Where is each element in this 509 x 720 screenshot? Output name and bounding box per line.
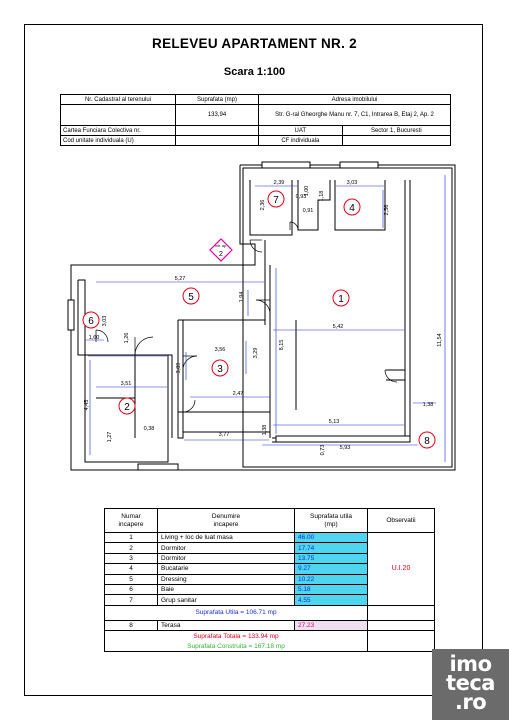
dim-label: 5,42 xyxy=(332,324,344,330)
imoteca-logo xyxy=(432,649,509,720)
room-nr: 1 xyxy=(105,533,158,543)
room-nr: 3 xyxy=(105,553,158,563)
dim-label: 2,39 xyxy=(273,180,285,186)
room-nr: 7 xyxy=(105,595,158,605)
dim-label: 8,15 xyxy=(279,339,285,351)
table-row xyxy=(105,620,435,630)
uat-label: UAT xyxy=(259,126,343,136)
room-name: Bucatarie xyxy=(158,564,295,574)
dim-label: 5,13 xyxy=(328,419,340,425)
dim-label: 1,26 xyxy=(124,332,130,344)
dim-label: 0,73 xyxy=(320,444,326,456)
obs-empty xyxy=(368,631,435,642)
room-number-1: 1 xyxy=(338,294,344,305)
page-title: RELEVEU APARTAMENT NR. 2 xyxy=(152,36,357,51)
room-number-5: 5 xyxy=(188,292,194,303)
room-area: 46.00 xyxy=(295,533,368,543)
suprafata-label: Suprafata (mp) xyxy=(176,95,259,105)
room-nr: 4 xyxy=(105,564,158,574)
dim-label: 3,03 xyxy=(346,180,358,186)
room-area: 17.74 xyxy=(295,543,368,553)
dim-label: 1,18 xyxy=(319,190,325,202)
table-row xyxy=(105,533,435,543)
room-area: 5.18 xyxy=(295,584,368,594)
entrance-label: Intr. ap. xyxy=(215,244,227,248)
dim-label: 2,47 xyxy=(232,391,244,397)
dim-label: 0,38 xyxy=(143,426,155,432)
adresa-label: Adresa imobilului xyxy=(259,95,451,105)
room-number-2: 2 xyxy=(124,402,130,413)
suprafata-construita: Suprafata Construita = 167.18 mp xyxy=(105,641,368,652)
col-obs-header: Observatii xyxy=(368,509,435,533)
dim-label: 2,36 xyxy=(260,199,266,211)
suprafata-value: 133,94 xyxy=(176,105,259,126)
room-number-7: 7 xyxy=(273,195,279,206)
room-nr: 6 xyxy=(105,584,158,594)
dim-label: 0,91 xyxy=(302,208,314,214)
cf-label: CF individuala xyxy=(259,136,343,146)
terrace-name: Terasa xyxy=(158,620,295,630)
dim-label: 0,93 xyxy=(295,194,307,200)
entrance-marker xyxy=(210,239,232,261)
adresa-value: Str. G-ral Gheorghe Manu nr. 7, C1, Intrarea B, Etaj 2, Ap. 2 xyxy=(259,105,451,126)
col-numar-header: Numar incapere xyxy=(105,509,158,533)
room-name: Living + loc de luat masa xyxy=(158,533,295,543)
obs-value: U.I.20 xyxy=(368,533,435,606)
dim-label: 3,56 xyxy=(214,347,226,353)
dim-label: 1,94 xyxy=(239,291,245,303)
room-name: Dormitor xyxy=(158,553,295,563)
entrance-number: 2 xyxy=(219,251,223,258)
dim-label: 3,89 xyxy=(176,362,182,374)
dim-label: 3,51 xyxy=(120,381,132,387)
room-number-6: 6 xyxy=(88,316,94,327)
dim-label: 1,38 xyxy=(422,402,434,408)
room-area: 10.22 xyxy=(295,574,368,584)
room-name: Baie xyxy=(158,584,295,594)
dim-label: 5,93 xyxy=(339,445,351,451)
room-number-3: 3 xyxy=(217,364,223,375)
dim-label: 3,29 xyxy=(253,347,259,359)
dim-label: 11,54 xyxy=(437,333,443,347)
carte-funciara-label: Cartea Funciara Colectiva nr. xyxy=(61,126,176,136)
col-denumire-header: Denumire incapere xyxy=(158,509,295,533)
room-area: 13.75 xyxy=(295,553,368,563)
nr-cadastral-label: Nr. Cadastral al terenului xyxy=(61,95,176,105)
room-name: Dressing xyxy=(158,574,295,584)
obs-empty xyxy=(368,641,435,652)
room-area: 4.55 xyxy=(295,595,368,605)
scale-label: Scara 1:100 xyxy=(223,66,286,78)
room-number-8: 8 xyxy=(424,436,430,447)
logo-line: .ro xyxy=(454,690,487,714)
dim-label: 4,45 xyxy=(84,399,90,411)
room-nr: 5 xyxy=(105,574,158,584)
logo-line: teca xyxy=(446,671,495,695)
suprafata-utila: Suprafata Utila = 106.71 mp xyxy=(105,605,368,620)
dim-label: 1,27 xyxy=(107,431,113,443)
terrace-area: 27.23 xyxy=(295,620,368,630)
dim-label: 1,00 xyxy=(304,185,310,197)
logo-line: imo xyxy=(449,652,492,676)
dim-label: 1,60 xyxy=(88,335,100,341)
uat-value: Sector 1, Bucuresti xyxy=(342,126,450,136)
dim-label: 1,38 xyxy=(262,424,268,436)
dim-label: 3,03 xyxy=(102,315,108,327)
col-suprafata-header: Suprafata utila (mp) xyxy=(295,509,368,533)
dim-label: 2,56 xyxy=(384,204,390,216)
rooms-table xyxy=(104,508,435,652)
room-area: 9.27 xyxy=(295,564,368,574)
obs-empty xyxy=(368,620,435,630)
room-name: Grup sanitar xyxy=(158,595,295,605)
room-number-4: 4 xyxy=(349,203,355,214)
room-name: Dormitor xyxy=(158,543,295,553)
terrace-nr: 8 xyxy=(105,620,158,630)
dim-label: 5,27 xyxy=(174,276,186,282)
obs-empty xyxy=(368,605,435,620)
dim-label: 3,77 xyxy=(218,432,230,438)
room-nr: 2 xyxy=(105,543,158,553)
cod-unitate-label: Cod unitate individuala (U) xyxy=(61,136,176,146)
suprafata-totala: Suprafata Totala = 133.94 mp xyxy=(105,631,368,642)
